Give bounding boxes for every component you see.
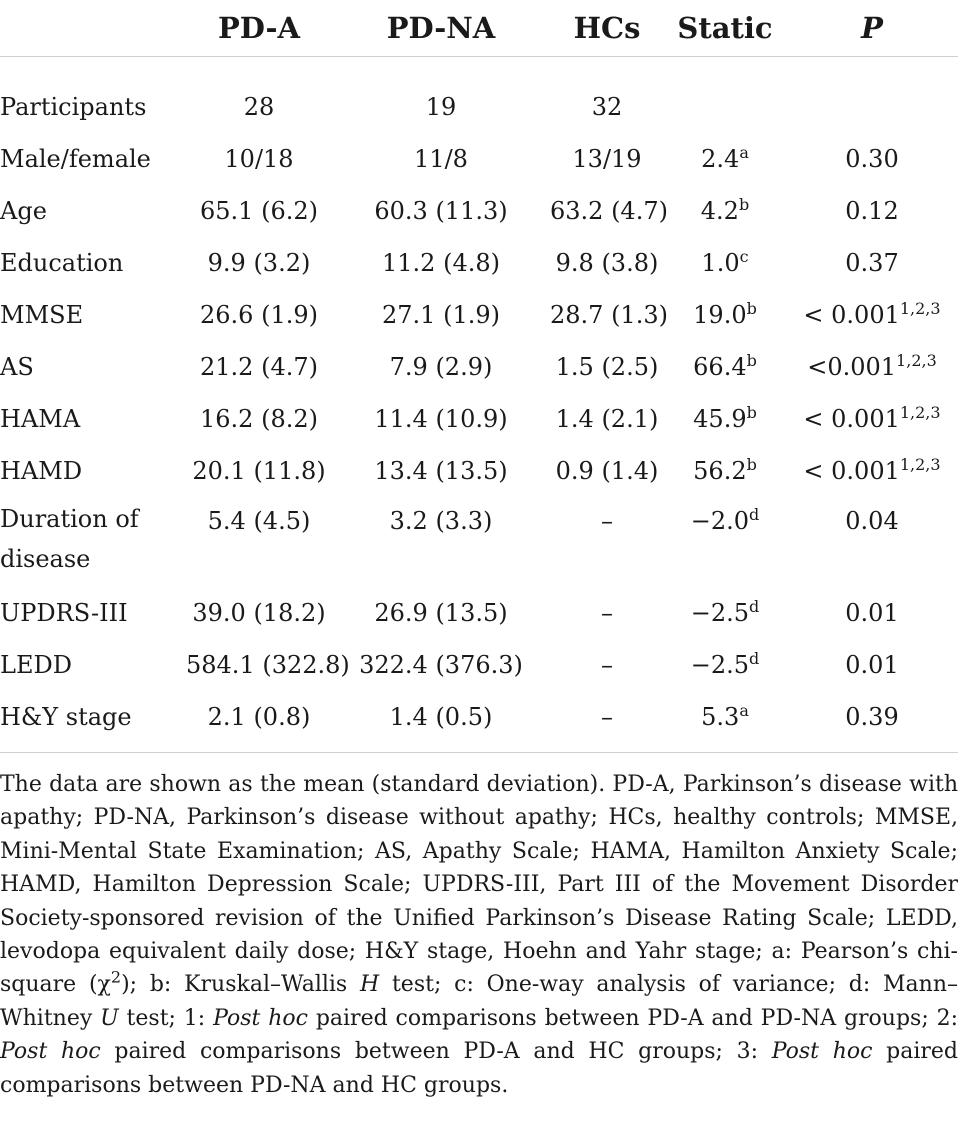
table-bottom-rule bbox=[0, 752, 958, 753]
cell-hcs bbox=[550, 639, 664, 691]
cell-p-value: <0.001 bbox=[807, 353, 897, 381]
cell-pd-na-value: 27.1 (1.9) bbox=[382, 301, 500, 329]
cell-p-value: 0.30 bbox=[845, 145, 899, 173]
cell-hcs bbox=[550, 691, 664, 743]
row-label bbox=[0, 639, 186, 691]
cell-p-superscript: 1,2,3 bbox=[899, 403, 941, 422]
table-header-row bbox=[0, 0, 958, 57]
cell-static-value: 4.2 bbox=[700, 197, 739, 225]
cell-hcs bbox=[550, 185, 668, 237]
row-label-value: LEDD bbox=[0, 651, 72, 679]
row-label bbox=[0, 445, 186, 497]
row-label-value: H&Y stage bbox=[0, 703, 132, 731]
cell-p-value: 0.12 bbox=[845, 197, 899, 225]
cell-pd-a-value: 5.4 (4.5) bbox=[207, 507, 311, 535]
table-row bbox=[0, 289, 958, 341]
cell-static bbox=[664, 445, 786, 497]
row-label-value: Age bbox=[0, 197, 47, 225]
footnote-text: paired comparisons between PD-A and HC groups; 3: bbox=[100, 1039, 772, 1065]
cell-static-superscript: a bbox=[739, 143, 749, 162]
cell-p-value: 0.37 bbox=[845, 249, 899, 277]
cell-pd-na bbox=[332, 57, 550, 134]
cell-static-value: 5.3 bbox=[701, 703, 740, 731]
cell-static bbox=[664, 237, 786, 289]
table-row bbox=[0, 445, 958, 497]
cell-pd-na-value: 322.4 (376.3) bbox=[359, 651, 523, 679]
cell-pd-na bbox=[332, 639, 550, 691]
cell-pd-na-value: 19 bbox=[425, 93, 457, 121]
row-label-value: UPDRS-III bbox=[0, 599, 128, 627]
cell-static-value: −2.5 bbox=[690, 599, 750, 627]
cell-pd-na bbox=[332, 445, 550, 497]
row-label bbox=[0, 57, 186, 134]
cell-pd-a bbox=[186, 639, 350, 691]
row-label bbox=[0, 185, 186, 237]
row-label-value: Participants bbox=[0, 93, 147, 121]
table-row bbox=[0, 133, 958, 185]
cell-p-value: < 0.001 bbox=[803, 457, 900, 485]
cell-static-superscript: b bbox=[746, 299, 757, 318]
cell-static-value: 66.4 bbox=[693, 353, 747, 381]
footnote-italic: H bbox=[360, 972, 380, 998]
cell-pd-na-value: 7.9 (2.9) bbox=[389, 353, 493, 381]
cell-hcs bbox=[550, 133, 664, 185]
row-label bbox=[0, 393, 186, 445]
cell-pd-na bbox=[332, 133, 550, 185]
cell-hcs-value: 32 bbox=[591, 93, 623, 121]
cell-static bbox=[664, 185, 786, 237]
cell-static-superscript: b bbox=[746, 351, 757, 370]
cell-pd-a bbox=[186, 133, 332, 185]
footnote-text: paired comparisons between PD-A and PD-NA groups; 2: bbox=[307, 1005, 958, 1031]
table-row bbox=[0, 587, 958, 639]
row-label bbox=[0, 289, 186, 341]
row-label-value: Duration of disease bbox=[0, 505, 139, 573]
cell-hcs-value: 28.7 (1.3) bbox=[550, 301, 668, 329]
cell-hcs bbox=[550, 57, 664, 134]
cell-pd-na-value: 60.3 (11.3) bbox=[374, 197, 508, 225]
cell-static bbox=[664, 639, 786, 691]
cell-pd-a-value: 28 bbox=[243, 93, 275, 121]
footnote-text: test; c: One-way analysis of variance; d: Mann–Whitney bbox=[0, 972, 958, 1031]
cell-pd-a bbox=[186, 237, 332, 289]
cell-pd-na bbox=[332, 393, 550, 445]
table-row bbox=[0, 393, 958, 445]
cell-p bbox=[786, 639, 958, 691]
cell-hcs bbox=[550, 445, 664, 497]
cell-pd-na-value: 1.4 (0.5) bbox=[389, 703, 493, 731]
cell-pd-a bbox=[186, 57, 332, 134]
cell-pd-a bbox=[186, 445, 332, 497]
cell-static-value: 2.4 bbox=[701, 145, 740, 173]
table-row bbox=[0, 639, 958, 691]
cell-static-value: 19.0 bbox=[693, 301, 747, 329]
cell-hcs-value: – bbox=[601, 651, 613, 679]
cell-p-value: 0.04 bbox=[845, 507, 899, 535]
cell-hcs bbox=[550, 289, 668, 341]
cell-p-value: 0.01 bbox=[845, 651, 899, 679]
cell-p bbox=[786, 133, 958, 185]
cell-pd-a bbox=[186, 393, 332, 445]
cell-p bbox=[786, 497, 958, 587]
cell-hcs-value: – bbox=[601, 703, 613, 731]
cell-static bbox=[664, 393, 786, 445]
row-label bbox=[0, 587, 186, 639]
cell-pd-na bbox=[332, 185, 550, 237]
row-label bbox=[0, 691, 186, 743]
cell-static-value: −2.5 bbox=[690, 651, 750, 679]
table-row bbox=[0, 185, 958, 237]
cell-p bbox=[786, 341, 958, 393]
row-label bbox=[0, 497, 186, 587]
cell-p bbox=[786, 393, 958, 445]
cell-static bbox=[664, 289, 786, 341]
cell-pd-a bbox=[186, 587, 332, 639]
cell-pd-na bbox=[332, 237, 550, 289]
cell-hcs-value: – bbox=[601, 599, 613, 627]
cell-static-superscript: b bbox=[738, 195, 750, 214]
cell-static-superscript: b bbox=[746, 455, 757, 474]
cell-p-superscript: 1,2,3 bbox=[899, 299, 941, 318]
cell-static bbox=[664, 497, 786, 587]
header-static: Static bbox=[664, 0, 786, 57]
cell-p-superscript: 1,2,3 bbox=[896, 351, 937, 370]
cell-static-value: 1.0 bbox=[701, 249, 740, 277]
table-row bbox=[0, 237, 958, 289]
cell-pd-na-value: 13.4 (13.5) bbox=[374, 457, 508, 485]
row-label bbox=[0, 133, 186, 185]
cell-p bbox=[786, 445, 958, 497]
cell-p bbox=[786, 587, 958, 639]
cell-hcs-value: 63.2 (4.7) bbox=[550, 197, 668, 225]
cell-hcs-value: 0.9 (1.4) bbox=[555, 457, 659, 485]
cell-pd-na bbox=[332, 341, 550, 393]
cell-p-value: 0.39 bbox=[845, 703, 899, 731]
row-label-value: Male/female bbox=[0, 145, 151, 173]
cell-hcs-value: 1.5 (2.5) bbox=[555, 353, 659, 381]
cell-static-superscript: d bbox=[749, 649, 760, 668]
cell-pd-na-value: 11.4 (10.9) bbox=[374, 405, 508, 433]
cell-static-superscript: d bbox=[749, 505, 760, 524]
table-footnote bbox=[0, 768, 958, 1102]
row-label-value: AS bbox=[0, 353, 34, 381]
table-row bbox=[0, 341, 958, 393]
footnote-italic: Post hoc bbox=[213, 1005, 308, 1031]
header-pd-a: PD-A bbox=[186, 0, 332, 57]
cell-pd-a-value: 26.6 (1.9) bbox=[200, 301, 318, 329]
cell-hcs bbox=[550, 237, 664, 289]
cell-static-superscript: c bbox=[739, 247, 749, 266]
cell-pd-na-value: 11.2 (4.8) bbox=[382, 249, 500, 277]
cell-p bbox=[786, 185, 958, 237]
cell-static bbox=[664, 691, 786, 743]
cell-p-value: < 0.001 bbox=[803, 405, 900, 433]
cell-pd-a-value: 65.1 (6.2) bbox=[200, 197, 318, 225]
cell-hcs-value: 9.8 (3.8) bbox=[555, 249, 659, 277]
cell-hcs-value: 13/19 bbox=[572, 145, 642, 173]
cell-pd-na bbox=[332, 691, 550, 743]
cell-static-superscript: b bbox=[746, 403, 757, 422]
cell-pd-a-value: 584.1 (322.8) bbox=[186, 651, 350, 679]
cell-pd-na bbox=[332, 587, 550, 639]
row-label bbox=[0, 237, 186, 289]
footnote-italic: Post hoc bbox=[0, 1039, 101, 1065]
footnote-italic: Post hoc bbox=[771, 1039, 873, 1065]
cell-pd-na-value: 26.9 (13.5) bbox=[374, 599, 508, 627]
cell-p bbox=[786, 691, 958, 743]
cell-static-superscript: a bbox=[739, 701, 749, 720]
cell-hcs-value: 1.4 (2.1) bbox=[555, 405, 659, 433]
cell-static-superscript: d bbox=[749, 597, 760, 616]
cell-static bbox=[664, 57, 786, 134]
cell-p-value: 0.01 bbox=[845, 599, 899, 627]
cell-hcs bbox=[550, 497, 664, 587]
cell-p-superscript: 1,2,3 bbox=[899, 455, 941, 474]
cell-pd-a bbox=[186, 691, 332, 743]
cell-hcs bbox=[550, 341, 664, 393]
cell-static-value: 56.2 bbox=[693, 457, 747, 485]
cell-static bbox=[664, 587, 786, 639]
cell-pd-a bbox=[186, 497, 332, 587]
header-pd-na: PD-NA bbox=[332, 0, 550, 57]
header-hcs: HCs bbox=[550, 0, 664, 57]
footnote-text: paired comparisons between PD-NA and HC groups. bbox=[0, 1039, 958, 1098]
row-label-value: Education bbox=[0, 249, 124, 277]
footnote-sup: 2 bbox=[110, 968, 122, 988]
cell-static-value: −2.0 bbox=[690, 507, 750, 535]
row-label bbox=[0, 341, 186, 393]
header-p: P bbox=[786, 0, 958, 57]
cell-pd-a-value: 20.1 (11.8) bbox=[192, 457, 326, 485]
table-row bbox=[0, 57, 958, 134]
footnote-italic: U bbox=[100, 1005, 119, 1031]
cell-pd-a bbox=[186, 185, 332, 237]
cell-pd-a-value: 10/18 bbox=[224, 145, 294, 173]
table-row bbox=[0, 497, 958, 587]
cell-hcs bbox=[550, 587, 664, 639]
cell-pd-a bbox=[186, 341, 332, 393]
cell-p bbox=[786, 289, 958, 341]
cell-pd-na bbox=[332, 289, 550, 341]
cell-pd-a-value: 39.0 (18.2) bbox=[192, 599, 326, 627]
cell-pd-a-value: 16.2 (8.2) bbox=[200, 405, 318, 433]
cell-pd-na bbox=[332, 497, 550, 587]
cell-pd-a-value: 2.1 (0.8) bbox=[207, 703, 311, 731]
row-label-value: HAMA bbox=[0, 405, 81, 433]
cell-p bbox=[786, 57, 958, 134]
cell-pd-na-value: 11/8 bbox=[414, 145, 468, 173]
cell-static bbox=[664, 341, 786, 393]
cell-pd-a bbox=[186, 289, 332, 341]
cell-pd-na-value: 3.2 (3.3) bbox=[389, 507, 493, 535]
footnote-text: ); b: Kruskal–Wallis bbox=[121, 972, 360, 998]
table-body bbox=[0, 57, 958, 744]
cell-pd-a-value: 9.9 (3.2) bbox=[207, 249, 311, 277]
cell-pd-a-value: 21.2 (4.7) bbox=[200, 353, 318, 381]
cell-p bbox=[786, 237, 958, 289]
row-label-value: HAMD bbox=[0, 457, 83, 485]
footnote-text: test; 1: bbox=[118, 1005, 214, 1031]
cell-hcs bbox=[550, 393, 664, 445]
cell-hcs-value: – bbox=[601, 507, 613, 535]
cell-static bbox=[664, 133, 786, 185]
header-label bbox=[0, 0, 186, 57]
row-label-value: MMSE bbox=[0, 301, 84, 329]
footnote-text: The data are shown as the mean (standard deviation). PD-A, Parkinson’s disease with apathy; PD-NA, Parkinson’s disease without apathy; HCs, healthy controls; MMSE, Mini-Mental State Examination; AS, Apathy Scale; HAMA, Hamilton Anxiety Scale; HAMD, Hamilton Depression Scale; UPDRS-III, Part III of the Movement Disorder Society-sponsored revision of the Unified Parkinson’s Disease Rating Scale; LEDD, levodopa equivalent daily dose; H&Y stage, Hoehn and Yahr stage; a: Pearson’s chi-square (χ bbox=[0, 772, 958, 998]
cell-static-value: 45.9 bbox=[693, 405, 747, 433]
cell-p-value: < 0.001 bbox=[803, 301, 900, 329]
table-row bbox=[0, 691, 958, 743]
